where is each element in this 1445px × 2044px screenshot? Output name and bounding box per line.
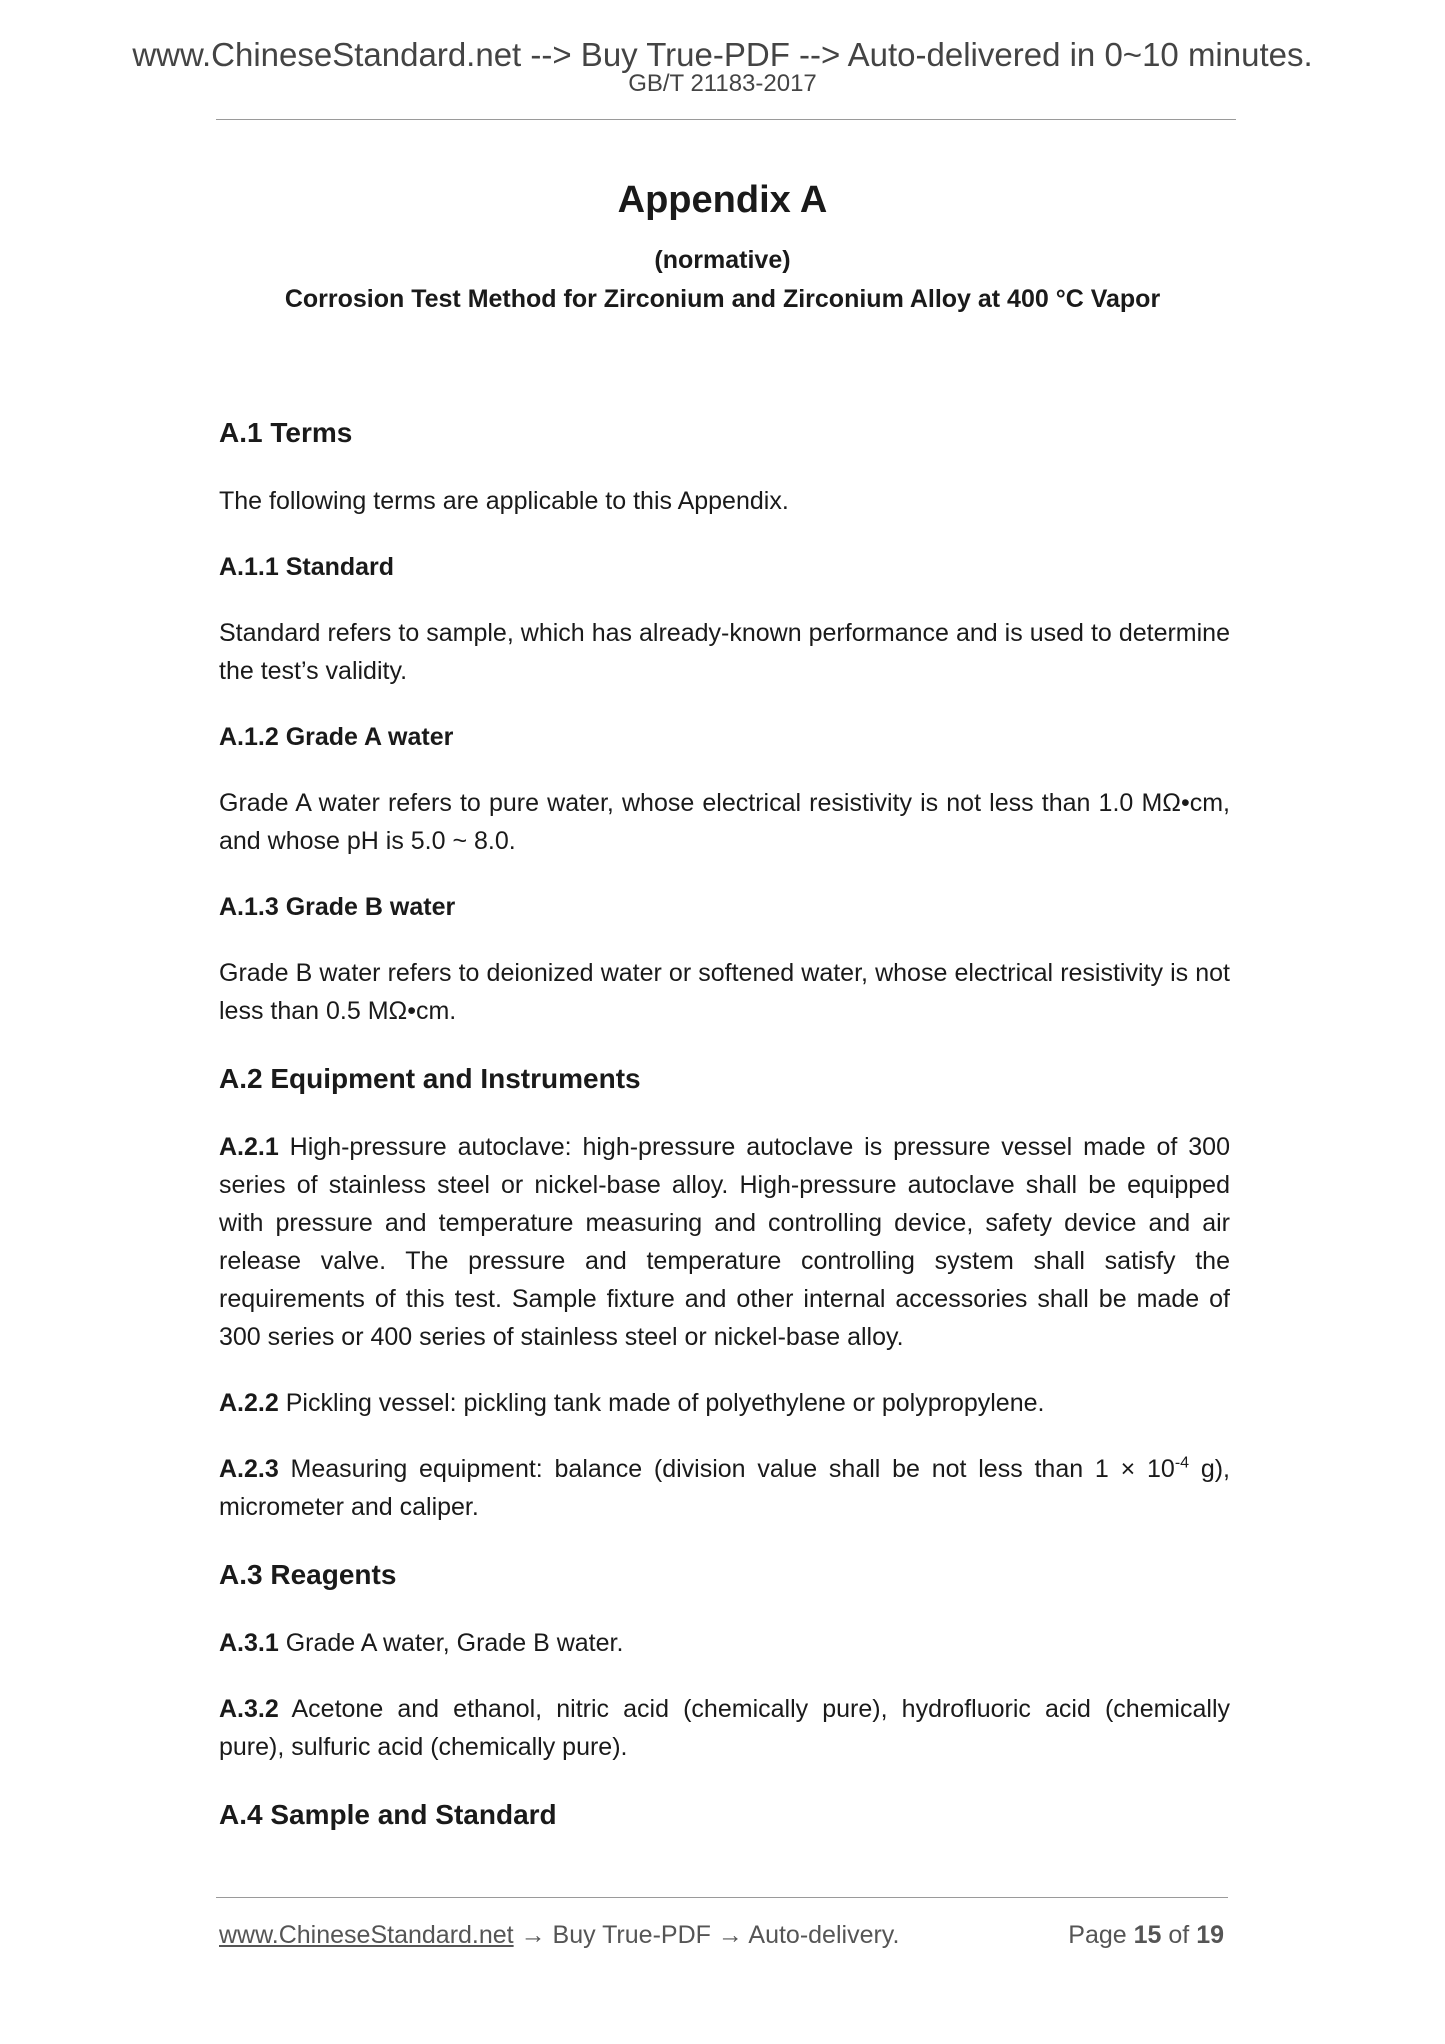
clause-a31: [219, 1624, 1230, 1662]
subsection-heading-a13: A.1.3 Grade B water: [219, 893, 456, 921]
clause-text: Acetone and ethanol, nitric acid (chemically pure), hydrofluoric acid (chemically pure), sulfuric acid (chemically pure).: [219, 1695, 1230, 1761]
section-heading-a4: A.4 Sample and Standard: [219, 1799, 557, 1830]
footer-divider: [216, 1897, 1228, 1898]
clause-text: High-pressure autoclave: high-pressure autoclave is pressure vessel made of 300 series of stainless steel or nickel-base alloy. High-pressure autoclave shall be equipped with pressure and temperature measuring and controlling device, safety device and air release valve. The pressure and temperature controlling system shall satisfy the requirements of this test. Sample fixture and other internal accessories shall be made of 300 series or 400 series of stainless steel or nickel-base alloy.: [219, 1133, 1230, 1351]
page-total: 19: [1196, 1921, 1224, 1949]
clause-number: A.2.3: [219, 1455, 279, 1483]
document-code: GB/T 21183-2017: [628, 70, 817, 97]
clause-a23: [219, 1450, 1230, 1526]
appendix-subtitle: (normative): [654, 246, 791, 274]
clause-number: A.3.2: [219, 1695, 279, 1723]
clause-a21: [219, 1128, 1230, 1356]
clause-a32: [219, 1690, 1230, 1766]
header-banner: www.ChineseStandard.net --> Buy True-PDF --> Auto-delivered in 0~10 minutes.: [132, 36, 1313, 73]
exponent: -4: [1174, 1454, 1190, 1472]
footer-site-link[interactable]: www.ChineseStandard.net: [219, 1921, 514, 1949]
section-heading-a1: A.1 Terms: [219, 417, 353, 448]
page-counter: [1068, 1920, 1224, 1950]
clause-a22: [219, 1384, 1230, 1422]
clause-number: A.2.1: [219, 1133, 279, 1161]
clause-text: g), micrometer and caliper.: [219, 1455, 1231, 1521]
appendix-caption: Corrosion Test Method for Zirconium and Zirconium Alloy at 400 °C Vapor: [284, 285, 1161, 313]
document-body: [219, 412, 1230, 1864]
footer-promo: [219, 1920, 899, 1950]
clause-number: A.2.2: [219, 1389, 279, 1417]
section-a1-intro: The following terms are applicable to this Appendix.: [219, 487, 789, 515]
subsection-a12-text: Grade A water refers to pure water, whose electrical resistivity is not less than 1.0 MΩ•cm, and whose pH is 5.0 ~ 8.0.: [219, 789, 1230, 855]
footer-promo-text: → Buy True-PDF → Auto-delivery.: [513, 1921, 900, 1949]
clause-text: Pickling vessel: pickling tank made of polyethylene or polypropylene.: [278, 1389, 1045, 1417]
clause-number: A.3.1: [219, 1629, 279, 1657]
page-word: Page: [1068, 1921, 1127, 1949]
clause-text: Grade A water, Grade B water.: [278, 1629, 624, 1657]
section-heading-a3: A.3 Reagents: [219, 1559, 397, 1590]
clause-text: Measuring equipment: balance (division value shall be not less than 1 × 10: [278, 1455, 1175, 1483]
page-current: 15: [1133, 1921, 1162, 1949]
subsection-a11-text: Standard refers to sample, which has already-known performance and is used to determine the test’s validity.: [219, 619, 1230, 685]
header-divider: [216, 119, 1236, 120]
section-heading-a2: A.2 Equipment and Instruments: [219, 1063, 641, 1094]
subsection-a13-text: Grade B water refers to deionized water or softened water, whose electrical resistivity is not less than 0.5 MΩ•cm.: [219, 959, 1230, 1025]
subsection-heading-a11: A.1.1 Standard: [219, 553, 395, 581]
of-word: of: [1168, 1921, 1190, 1949]
appendix-title: Appendix A: [617, 179, 828, 221]
subsection-heading-a12: A.1.2 Grade A water: [219, 723, 454, 751]
